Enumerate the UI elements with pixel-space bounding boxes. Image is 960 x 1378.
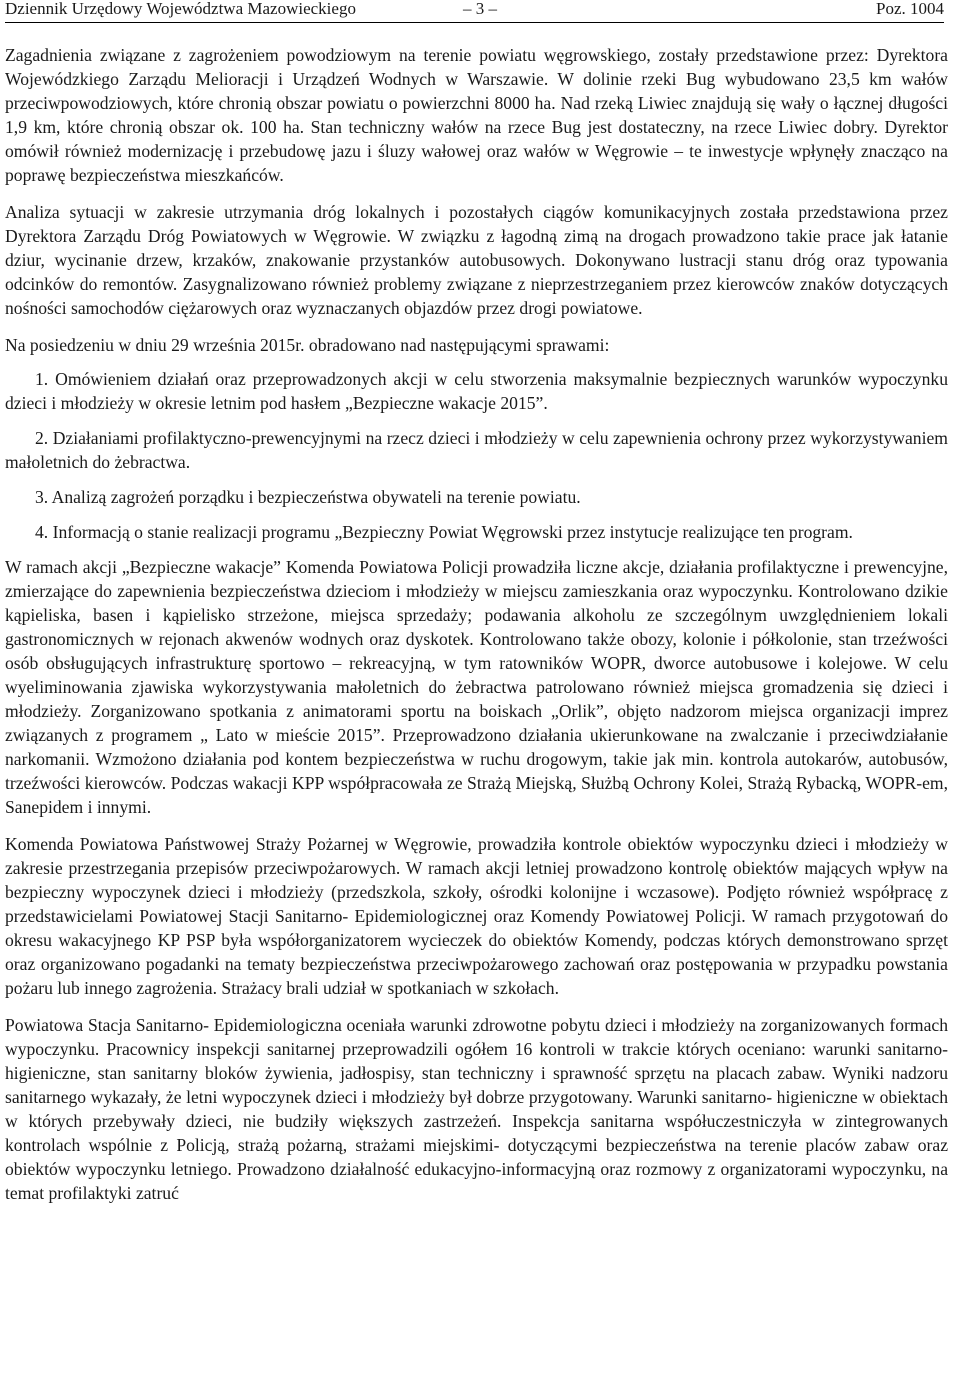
paragraph-flood-threat: Zagadnienia związane z zagrożeniem powodziowym na terenie powiatu węgrowskiego, zostały przedstawione przez: Dyrektora Wojewódzkiego Zarządu Melioracji i Urządzeń Wodnych w Warszawie. W dolinie rzeki Bug wybudowano 23,5 km wałów przeciwpowodziowych, które chronią obszar powiatu o powierzchni 8000 ha. Nad rzeką Liwiec znajdują się wały o łącznej długości 1,9 km, które chronią obszar ok. 100 ha. Stan techniczny wałów na rzece Bug jest dostateczny, na rzece Liwiec dobry. Dyrektor omówił również modernizację i przebudowę jazu i śluzy wałowej oraz wałów w Węgrowie – te inwestycje wpłynęły znacząco na poprawę bezpieczeństwa mieszkańców. <box>5 45 948 185</box>
journal-title: Dziennik Urzędowy Województwa Mazowieckiego <box>5 0 356 18</box>
document-body <box>5 43 948 1205</box>
agenda-item-1: 1. Omówieniem działań oraz przeprowadzonych akcji w celu stworzenia maksymalnie bezpiecznych warunków wypoczynku dzieci i młodzieży w okresie letnim pod hasłem „Bezpieczne wakacje 2015”. <box>5 369 948 413</box>
agenda-item-4: 4. Informacją o stanie realizacji programu „Bezpieczny Powiat Węgrowski przez instytucje realizujące ten program. <box>35 522 853 542</box>
position-number: Poz. 1004 <box>876 0 944 18</box>
page-number: – 3 – <box>463 0 497 18</box>
paragraph-police: W ramach akcji „Bezpieczne wakacje” Komenda Powiatowa Policji prowadziła liczne akcje, działania profilaktyczne i prewencyjne, zmierzające do zapewnienia bezpieczeństwa dzieciom i młodzieży w miejscu zamieszkania oraz wypoczynku. Kontrolowano dzikie kąpieliska, basen i kąpielisko strzeżone, miejsca sprzedaży; podawania alkoholu ze szczególnym uwzględnieniem lokali gastronomicznych w rejonach akwenów wodnych oraz dyskotek. Kontrolowano także obozy, kolonie i półkolonie, stan trzeźwości osób obsługujących infrastrukturę sportowo – rekreacyjną, w tym ratowników WOPR, dworce autobusowe i kolejowe. W celu wyeliminowania zjawiska wykorzystywania małoletnich do żebractwa patrolowano również miejsca gromadzenia się dzieci i młodzieży. Zorganizowano spotkania z animatorami sportu na boiskach „Orlik”, objęto nadzorom miejsca organizacji imprez związanych z programem „ Lato w mieście 2015”. Przeprowadzono działania ukierunkowane na zwalczanie i przeciwdziałanie narkomanii. Wzmożono działania pod kontem bezpieczeństwa w ruchu drogowym, takie jak min. kontrola autokarów, autobusów, trzeźwości kierowców. Podczas wakacji KPP współpracowała ze Strażą Miejską, Służbą Ochrony Kolei, Strażą Rybacką, WOPR-em, Sanepidem i innymi. <box>5 557 948 817</box>
paragraph-meeting-intro: Na posiedzeniu w dniu 29 września 2015r. obradowano nad następującymi sprawami: <box>5 335 610 355</box>
agenda-item-3: 3. Analizą zagrożeń porządku i bezpieczeństwa obywateli na terenie powiatu. <box>35 487 581 507</box>
page-header <box>5 0 944 23</box>
paragraph-fire-service: Komenda Powiatowa Państwowej Straży Pożarnej w Węgrowie, prowadziła kontrole obiektów wypoczynku dzieci i młodzieży w zakresie przestrzegania przepisów przeciwpożarowych. W ramach akcji letniej prowadzono kontrolę obiektów mających wpływ na bezpieczny wypoczynek dzieci i młodzieży (przedszkola, szkoły, ośrodki kolonijne i wczasowe). Podjęto również współpracę z przedstawicielami Powiatowej Stacji Sanitarno- Epidemiologicznej oraz Komendy Powiatowej Policji. W ramach przygotowań do okresu wakacyjnego KP PSP była współorganizatorem wycieczek do obiektów Komendy, podczas których demonstrowano sprzęt oraz organizowano pogadanki na tematy bezpieczeństwa przeciwpożarowego zachowań oraz postępowania w przypadku powstania pożaru lub innego zagrożenia. Strażacy brali udział w spotkaniach w szkołach. <box>5 834 948 998</box>
paragraph-sanitary: Powiatowa Stacja Sanitarno- Epidemiologiczna oceniała warunki zdrowotne pobytu dzieci i młodzieży na zorganizowanych formach wypoczynku. Pracownicy inspekcji sanitarnej przeprowadzili ogółem 16 kontroli w trakcie których oceniano: warunki sanitarno- higieniczne, stan sanitarny bloków żywienia, jadłospisy, stan techniczny i sprawność sprzętu na placach zabaw. Wyniki nadzoru sanitarnego wykazały, że letni wypoczynek dzieci i młodzieży był dobrze przygotowany. Warunki sanitarno- higieniczne w obiektach w których przebywały dzieci, nie budziły większych zastrzeżeń. Inspekcja sanitarna współuczestniczyła w zintegrowanych kontrolach wspólnie z Policją, strażą pożarną, strażami miejskimi- dotyczącymi bezpieczeństwa na terenie placów zabaw oraz obiektów wypoczynku letniego. Prowadzono działalność edukacyjno-informacyjną oraz rozmowy z organizatorami wypoczynku, na temat profilaktyki zatruć <box>5 1015 948 1203</box>
paragraph-roads: Analiza sytuacji w zakresie utrzymania dróg lokalnych i pozostałych ciągów komunikacyjnych została przedstawiona przez Dyrektora Zarządu Dróg Powiatowych w Węgrowie. W związku z łagodną zimą na drogach prowadzono takie prace jak łatanie dziur, wycinanie drzew, krzaków, znakowanie przystanków autobusowych. Dokonywano lustracji stanu dróg oraz typowania odcinków do remontów. Zasygnalizowano również problemy związane z nieprzestrzeganiem przez kierowców znaków dotyczących nośności samochodów ciężarowych oraz wyznaczanych objazdów przez drogi powiatowe. <box>5 202 948 318</box>
agenda-item-2: 2. Działaniami profilaktyczno-prewencyjnymi na rzecz dzieci i młodzieży w celu zapewnienia ochrony przez wykorzystywaniem małoletnich do żebractwa. <box>5 428 948 472</box>
